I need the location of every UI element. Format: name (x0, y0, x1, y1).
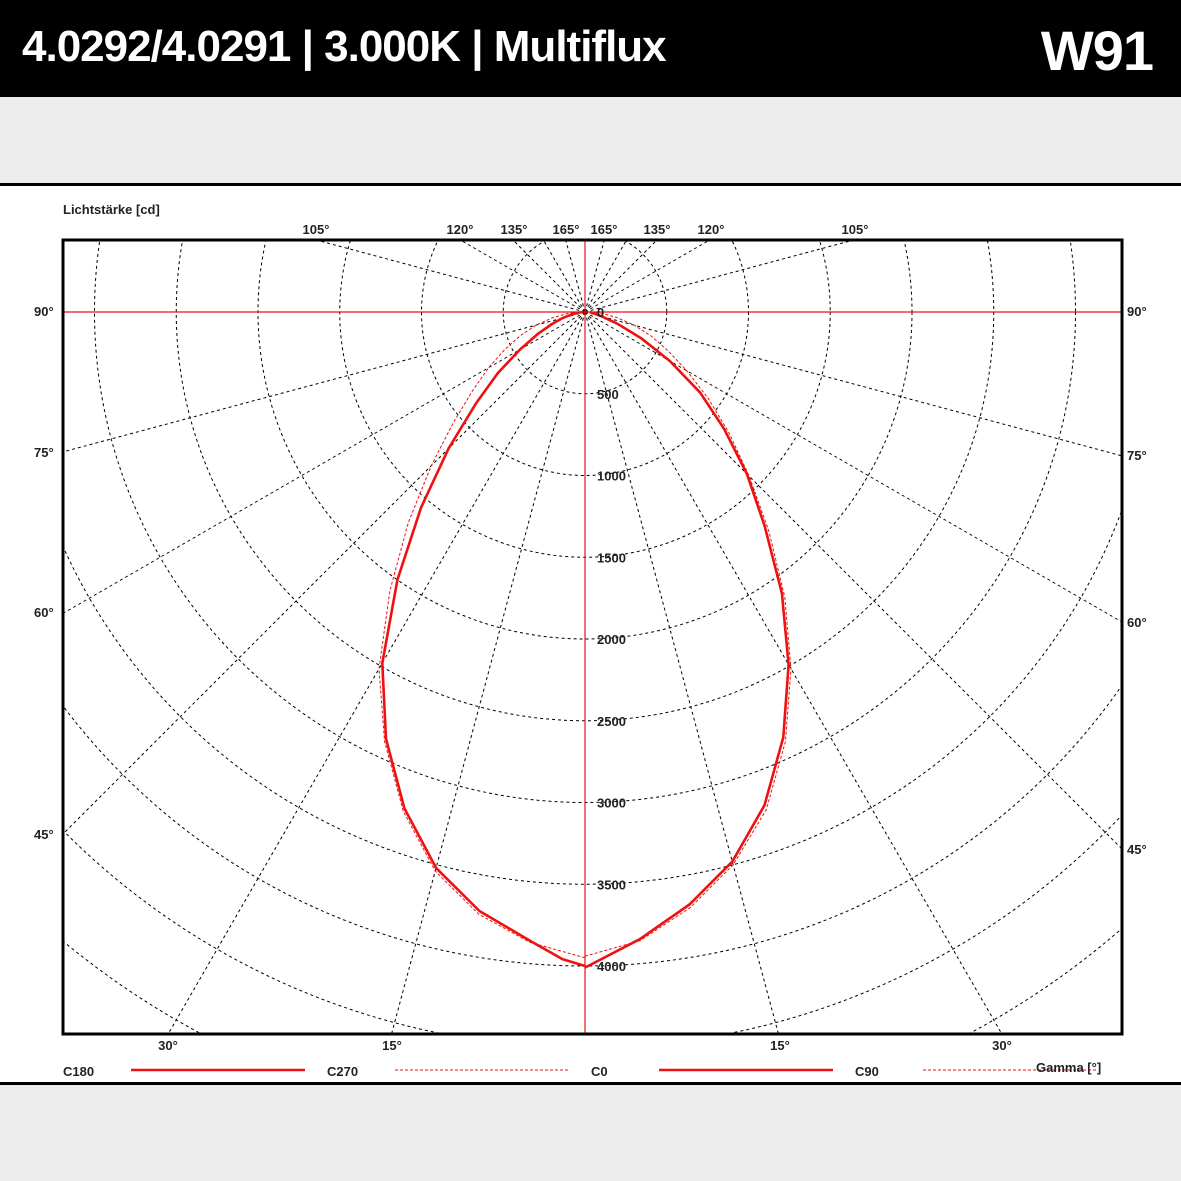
grid-circle (0, 186, 1181, 1082)
plot-frame (63, 240, 1122, 1034)
radial-tick-label: 3500 (597, 877, 626, 893)
legend (63, 1064, 1097, 1079)
grid-spoke (585, 186, 1181, 312)
grid-spoke (585, 186, 1181, 312)
top-angle-label: 120° (446, 222, 474, 237)
polar-intensity-chart (0, 186, 1181, 1082)
product-code: W91 (1040, 19, 1153, 82)
radial-tick-label: 4000 (597, 959, 626, 974)
left-angle-label: 75° (34, 445, 54, 460)
grid-spoke (585, 312, 1181, 1082)
curve-c270 (379, 312, 585, 958)
grid-circle (0, 186, 1181, 966)
grid-spoke (0, 312, 585, 1082)
radial-tick-label: 500 (597, 386, 619, 402)
radial-tick-label: 1000 (597, 468, 626, 484)
header-bar (0, 0, 1181, 97)
grid-circle (0, 186, 1181, 1082)
radial-tick-label: 0 (597, 305, 605, 320)
axis-lines (63, 240, 1122, 1034)
grid-spoke (0, 312, 585, 1082)
top-angle-label: 135° (643, 222, 671, 237)
grid-spoke (585, 312, 1181, 1082)
radial-tick-label: 2000 (597, 632, 626, 647)
radial-tick-label: 1500 (597, 550, 626, 566)
bottom-angle-label: 15° (770, 1038, 790, 1053)
grid-spoke (585, 312, 1181, 1082)
top-angle-label: 120° (697, 222, 725, 237)
radial-tick-label: 3000 (597, 795, 626, 811)
legend-label-c90: C90 (855, 1064, 879, 1079)
top-angle-label: 105° (841, 222, 869, 237)
grid-spoke (585, 312, 1181, 726)
legend-label-c180: C180 (63, 1064, 95, 1079)
grid-spoke (585, 312, 999, 1082)
axis-tick-labels (34, 222, 1147, 1053)
product-title: 4.0292/4.0291 | 3.000K | Multiflux (22, 22, 666, 71)
top-angle-label: 165° (552, 222, 580, 237)
right-angle-label: 90° (1127, 304, 1147, 319)
chart-panel (0, 183, 1181, 1085)
grid-spoke (585, 186, 1181, 312)
grid-circle (0, 186, 1181, 1082)
top-angle-label: 105° (302, 222, 330, 237)
y-axis-label: Lichtstärke [cd] (63, 202, 160, 217)
legend-label-c0: C0 (591, 1064, 608, 1079)
left-angle-label: 60° (34, 605, 54, 620)
right-angle-label: 60° (1127, 615, 1147, 630)
left-angle-label: 45° (34, 827, 54, 842)
grid-circle (0, 186, 1181, 1082)
legend-label-c270: C270 (327, 1064, 359, 1079)
bottom-angle-label: 15° (382, 1038, 402, 1053)
right-angle-label: 45° (1127, 842, 1147, 857)
right-angle-label: 75° (1127, 448, 1147, 463)
grid-spoke (171, 186, 585, 312)
curve-c180 (382, 312, 585, 966)
grid-spoke (0, 312, 585, 1082)
grid-spoke (171, 312, 585, 1082)
x-axis-label: Gamma [°] (1036, 1060, 1102, 1075)
bottom-angle-label: 30° (992, 1038, 1012, 1053)
bottom-angle-label: 30° (158, 1038, 178, 1053)
left-angle-label: 90° (34, 304, 54, 319)
grid-spoke (585, 186, 1181, 312)
grid-spoke (585, 186, 999, 312)
radial-tick-label: 2500 (597, 713, 626, 729)
polar-grid (0, 186, 1181, 1082)
top-angle-label: 165° (590, 222, 618, 237)
top-angle-label: 135° (500, 222, 528, 237)
grid-circle (0, 186, 1181, 1082)
